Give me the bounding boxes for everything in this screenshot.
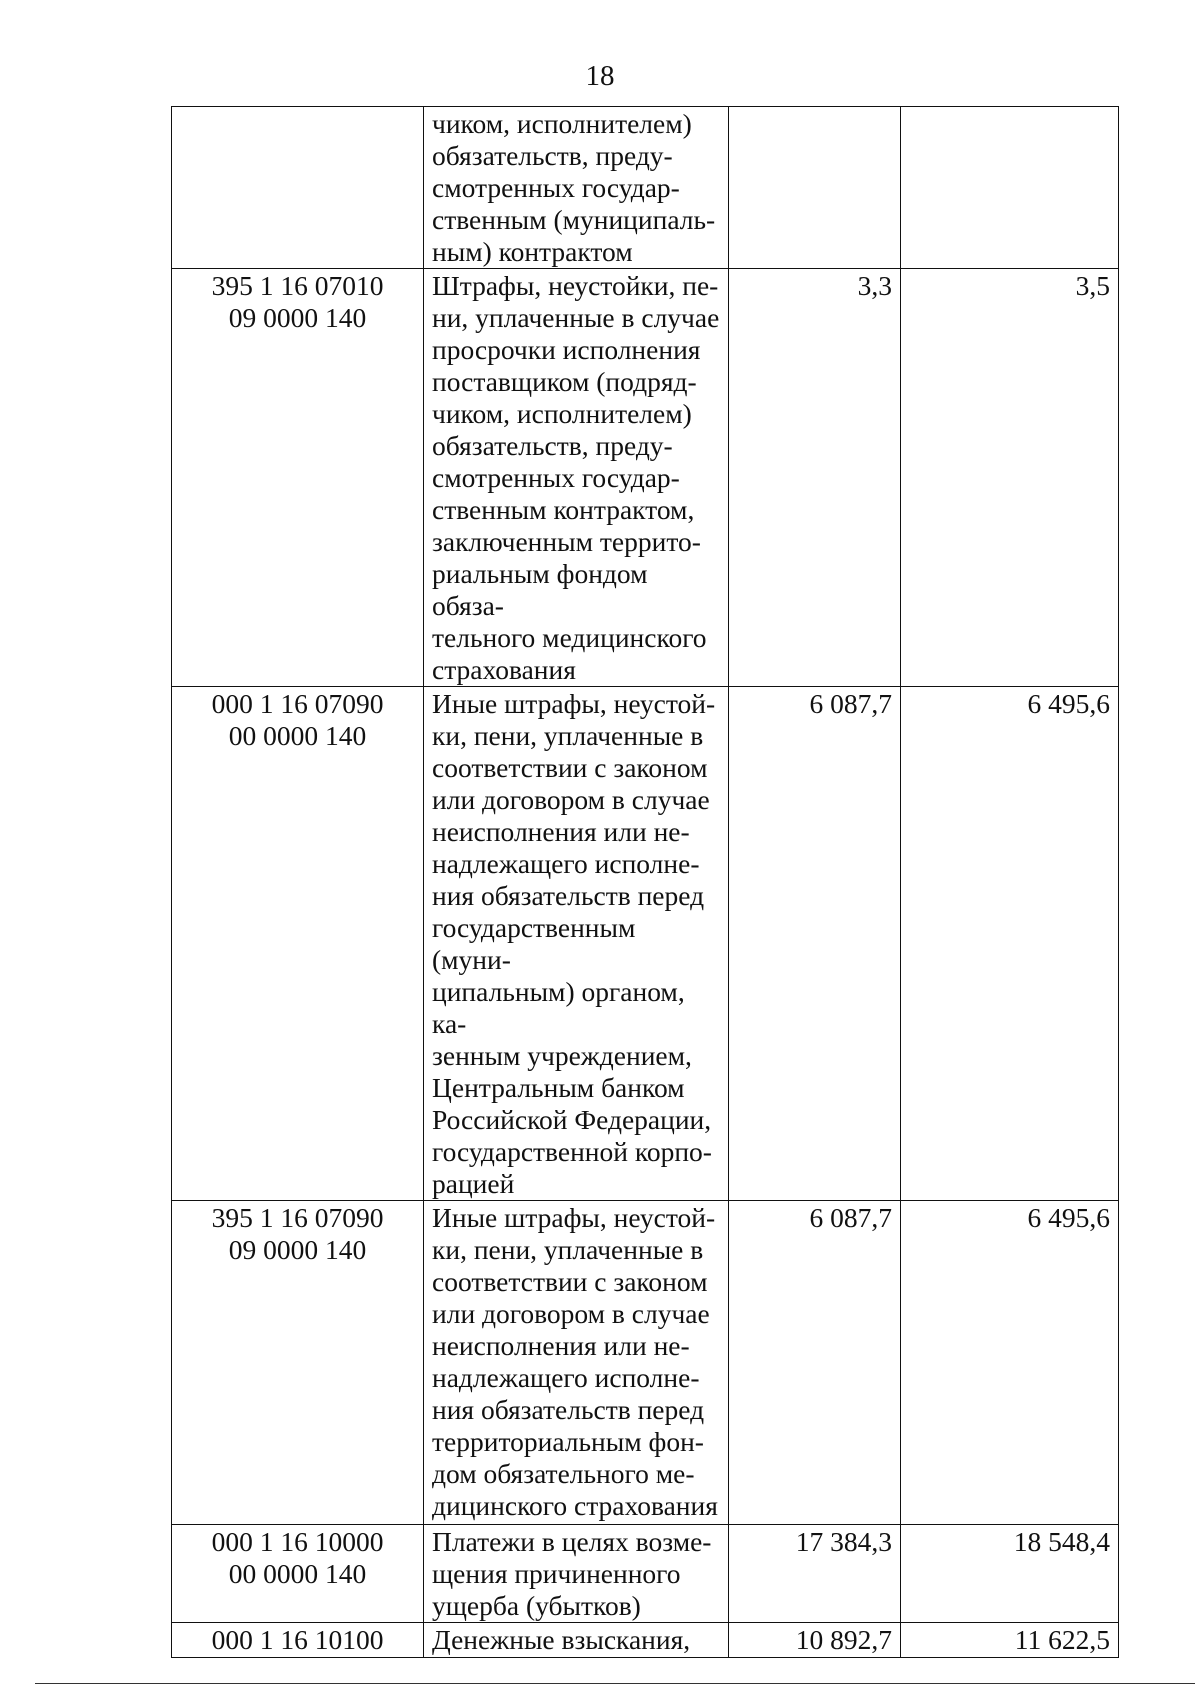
description-line: чиком, исполнителем) [432,398,692,429]
description-line: заключенным террито- [432,526,701,557]
revenue-table [171,106,1119,1658]
description-line: страхования [432,654,576,685]
description-cell [424,107,729,269]
description-line: соответствии с законом [432,1266,708,1297]
description-line: ственным (муниципаль- [432,204,716,235]
budget-code-line: 00 0000 140 [228,720,367,751]
budget-code-line: 000 1 16 10000 [211,1526,384,1557]
description-line: или договором в случае [432,784,710,815]
amount-cell-2: 6 495,6 [901,1201,1119,1525]
description-line: обязательств, преду- [432,140,673,171]
description-line: надлежащего исполне- [432,1362,700,1393]
amount-cell-2: 18 548,4 [901,1525,1119,1623]
description-line: Денежные взыскания, [432,1624,691,1655]
description-line: зенным учреждением, [432,1040,692,1071]
description-line: государственным (муни- [432,912,636,975]
bottom-rule [35,1683,1195,1684]
description-line: соответствии с законом [432,752,708,783]
description-line: просрочки исполнения [432,334,701,365]
description-line: Иные штрафы, неустой- [432,1202,716,1233]
budget-code-cell [172,687,424,1201]
description-line: чиком, исполнителем) [432,108,692,139]
budget-code-cell [172,107,424,269]
table-row [172,1525,1119,1623]
amount-cell-2 [901,107,1119,269]
budget-code-line: 000 1 16 10100 [211,1624,384,1655]
description-cell [424,269,729,687]
amount-cell-1: 17 384,3 [729,1525,901,1623]
description-line: государственной корпо- [432,1136,712,1167]
amount-cell-2: 6 495,6 [901,687,1119,1201]
description-line: надлежащего исполне- [432,848,700,879]
description-line: поставщиком (подряд- [432,366,697,397]
amount-cell-1: 6 087,7 [729,1201,901,1525]
amount-cell-1: 3,3 [729,269,901,687]
description-line: ципальным) органом, ка- [432,976,685,1039]
amount-cell-2: 11 622,5 [901,1623,1119,1658]
description-line: Платежи в целях возме- [432,1526,712,1557]
description-line: дом обязательного ме- [432,1458,695,1489]
description-line: Российской Федерации, [432,1104,712,1135]
budget-code-cell [172,1525,424,1623]
description-line: Иные штрафы, неустой- [432,688,716,719]
description-line: обязательств, преду- [432,430,673,461]
amount-cell-2: 3,5 [901,269,1119,687]
description-line: ния обязательств перед [432,1394,705,1425]
description-line: рацией [432,1168,515,1199]
budget-code-cell [172,1201,424,1525]
budget-code-cell [172,1623,424,1658]
description-line: щения причиненного [432,1558,681,1589]
table-row [172,269,1119,687]
description-line: риальным фондом обяза- [432,558,648,621]
table-row [172,1623,1119,1658]
amount-cell-1 [729,107,901,269]
page-number: 18 [585,60,615,92]
budget-code-line: 000 1 16 07090 [211,688,384,719]
description-line: ки, пени, уплаченные в [432,1234,704,1265]
description-line: Центральным банком [432,1072,685,1103]
description-line: неисполнения или не- [432,1330,690,1361]
description-line: неисполнения или не- [432,816,690,847]
budget-code-line: 09 0000 140 [228,1234,367,1265]
description-cell [424,1525,729,1623]
description-line: смотренных государ- [432,172,680,203]
amount-cell-1: 6 087,7 [729,687,901,1201]
budget-code-line: 395 1 16 07010 [211,270,384,301]
budget-code-cell [172,269,424,687]
description-line: ущерба (убытков) [432,1590,641,1621]
description-line: Штрафы, неустойки, пе- [432,270,719,301]
description-cell [424,1201,729,1525]
description-line: ни, уплаченные в случае [432,302,720,333]
amount-cell-1: 10 892,7 [729,1623,901,1658]
table-row [172,1201,1119,1525]
description-line: ки, пени, уплаченные в [432,720,704,751]
description-line: ния обязательств перед [432,880,705,911]
description-cell [424,1623,729,1658]
table-row [172,107,1119,269]
description-line: тельного медицинского [432,622,707,653]
budget-code-line: 00 0000 140 [228,1558,367,1589]
budget-code-line: 395 1 16 07090 [211,1202,384,1233]
description-line: или договором в случае [432,1298,710,1329]
description-line: территориальным фон- [432,1426,704,1457]
table-row [172,687,1119,1201]
description-cell [424,687,729,1201]
budget-code-line: 09 0000 140 [228,302,367,333]
description-line: смотренных государ- [432,462,680,493]
description-line: дицинского страхования [432,1490,718,1521]
description-line: ственным контрактом, [432,494,695,525]
description-line: ным) контрактом [432,236,633,267]
